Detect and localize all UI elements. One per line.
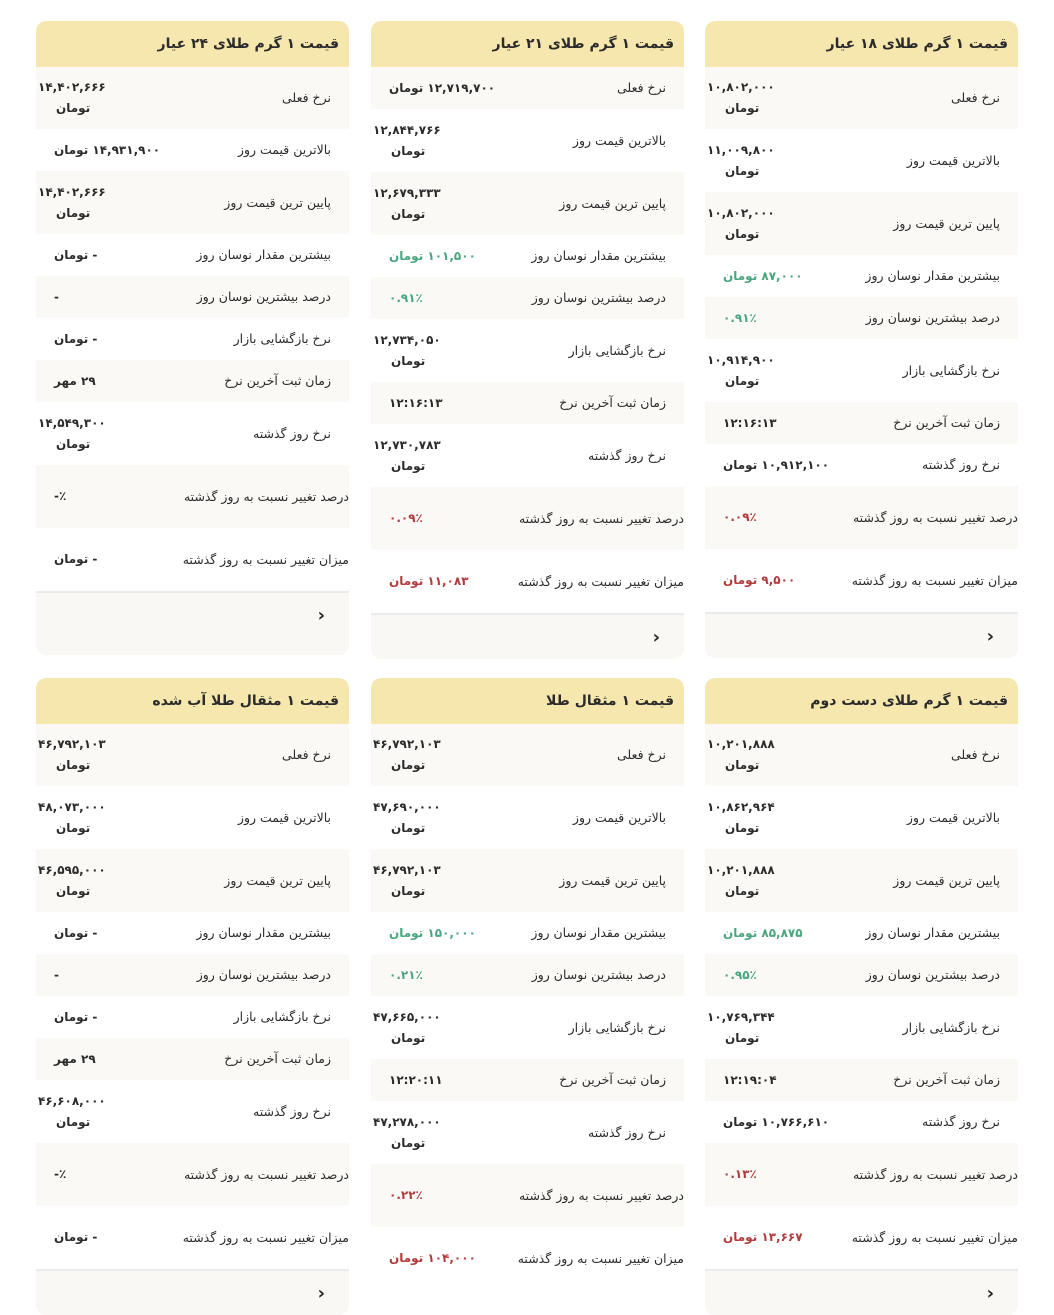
row-last-time	[705, 402, 1018, 444]
value-change-pct: ۰.۰۹٪	[389, 511, 423, 525]
label-current: نرخ فعلی	[617, 80, 666, 95]
value-last-time: ۱۲:۱۶:۱۳	[723, 415, 777, 430]
value-max-swing: ۱۵۰,۰۰۰ تومان	[389, 925, 476, 940]
label-open: نرخ بازگشایی بازار	[902, 1019, 1000, 1035]
row-max-swing-pct	[371, 954, 684, 996]
value-prev-day: ۱۰,۷۶۶,۶۱۰ تومان	[723, 1114, 830, 1129]
label-low: پایین ترین قیمت روز	[559, 872, 666, 888]
row-open	[371, 319, 684, 382]
value-prev-day: ۱۰,۹۱۲,۱۰۰ تومان	[723, 457, 830, 472]
label-change-amount: میزان تغییر نسبت به روز گذشته	[517, 573, 684, 589]
value-max-swing-pct: ۰.۹۵٪	[723, 967, 757, 982]
row-change-amount	[36, 528, 349, 591]
row-low	[371, 849, 684, 912]
value-prev-day: ۴۶,۶۰۸,۰۰۰ تومان	[38, 1093, 106, 1129]
row-low	[36, 171, 349, 234]
value-max-swing: ۱۰۱,۵۰۰ تومان	[389, 248, 476, 263]
card-title: قیمت ۱ مثقال طلا	[371, 678, 684, 724]
value-current: ۱۴,۴۰۲,۶۶۶ تومان	[38, 80, 106, 115]
label-last-time: زمان ثبت آخرین نرخ	[559, 1072, 666, 1087]
row-last-time	[705, 1059, 1018, 1101]
row-prev-day	[705, 1101, 1018, 1143]
chevron-left-icon[interactable]: ‹	[317, 1282, 325, 1304]
row-max-swing	[705, 255, 1018, 297]
value-change-pct: ٪-	[54, 489, 67, 503]
row-current	[371, 724, 684, 786]
value-high: ۱۰,۸۶۲,۹۶۴ تومان	[707, 799, 775, 835]
row-change-amount	[371, 1227, 684, 1290]
value-change-amount: ۱۳,۶۶۷ تومان	[723, 1230, 803, 1244]
label-high: بالاترین قیمت روز	[237, 142, 331, 157]
label-prev-day: نرخ روز گذشته	[253, 425, 331, 441]
row-max-swing-pct	[705, 954, 1018, 996]
label-high: بالاترین قیمت روز	[906, 152, 1000, 168]
row-last-time	[371, 382, 684, 424]
label-max-swing-pct: درصد بیشترین نوسان روز	[531, 967, 666, 982]
label-max-swing: بیشترین مقدار نوسان روز	[531, 925, 666, 940]
label-prev-day: نرخ روز گذشته	[253, 1103, 331, 1119]
row-max-swing-pct	[36, 276, 349, 318]
card-title: قیمت ۱ گرم طلای ۲۴ عیار	[36, 21, 349, 67]
card-gold-melted-mithqal	[36, 678, 349, 1315]
row-prev-day	[705, 444, 1018, 486]
row-open	[36, 996, 349, 1038]
row-high	[371, 786, 684, 849]
value-current: ۱۲,۷۱۹,۷۰۰ تومان	[389, 80, 496, 95]
row-change-pct	[36, 465, 349, 528]
card-title: قیمت ۱ گرم طلای دست دوم	[705, 678, 1018, 724]
value-last-time: ۱۲:۱۶:۱۳	[389, 395, 443, 410]
label-change-amount: میزان تغییر نسبت به روز گذشته	[851, 572, 1018, 588]
label-change-amount: میزان تغییر نسبت به روز گذشته	[182, 1229, 349, 1245]
row-change-amount	[371, 550, 684, 613]
label-max-swing: بیشترین مقدار نوسان روز	[196, 247, 331, 262]
row-max-swing	[36, 234, 349, 276]
label-low: پایین ترین قیمت روز	[224, 872, 331, 888]
row-max-swing	[36, 912, 349, 954]
row-max-swing	[371, 235, 684, 277]
value-change-amount: - تومان	[54, 1230, 98, 1244]
card-gold-second-hand	[705, 678, 1018, 1315]
row-last-time	[371, 1059, 684, 1101]
value-open: ۱۰,۷۶۹,۳۴۴ تومان	[707, 1009, 775, 1045]
label-change-amount: میزان تغییر نسبت به روز گذشته	[182, 551, 349, 567]
row-open	[705, 339, 1018, 402]
card-gold-18k	[705, 21, 1018, 658]
row-change-amount	[36, 1206, 349, 1269]
label-change-pct: درصد تغییر نسبت به روز گذشته	[518, 510, 684, 526]
value-low: ۱۲,۶۷۹,۳۳۳ تومان	[373, 185, 441, 221]
value-last-time: ۲۹ مهر	[54, 1051, 96, 1066]
label-prev-day: نرخ روز گذشته	[922, 457, 1000, 472]
value-high: ۴۸,۰۷۳,۰۰۰ تومان	[38, 799, 106, 835]
row-change-pct	[705, 1143, 1018, 1206]
row-low	[705, 849, 1018, 912]
value-max-swing-pct: ۰.۲۱٪	[389, 967, 423, 982]
value-high: ۱۴,۹۳۱,۹۰۰ تومان	[54, 142, 161, 157]
row-current	[36, 724, 349, 786]
value-open: ۱۲,۷۳۴,۰۵۰ تومان	[373, 332, 441, 368]
label-prev-day: نرخ روز گذشته	[588, 1124, 666, 1140]
row-open	[705, 996, 1018, 1059]
card-footer	[705, 1269, 1018, 1315]
value-last-time: ۱۲:۲۰:۱۱	[389, 1072, 443, 1087]
label-change-amount: میزان تغییر نسبت به روز گذشته	[851, 1229, 1018, 1245]
label-change-pct: درصد تغییر نسبت به روز گذشته	[183, 488, 349, 504]
label-open: نرخ بازگشایی بازار	[568, 342, 666, 358]
row-high	[36, 129, 349, 171]
row-low	[36, 849, 349, 912]
label-low: پایین ترین قیمت روز	[893, 215, 1000, 231]
value-current: ۱۰,۲۰۱,۸۸۸ تومان	[707, 737, 775, 772]
label-low: پایین ترین قیمت روز	[893, 872, 1000, 888]
label-last-time: زمان ثبت آخرین نرخ	[893, 1072, 1000, 1087]
label-max-swing-pct: درصد بیشترین نوسان روز	[196, 967, 331, 982]
row-current	[705, 67, 1018, 129]
value-max-swing: ۸۵,۸۷۵ تومان	[723, 925, 803, 940]
row-current	[705, 724, 1018, 786]
label-current: نرخ فعلی	[951, 90, 1000, 105]
label-open: نرخ بازگشایی بازار	[233, 331, 331, 346]
value-low: ۴۶,۷۹۲,۱۰۳ تومان	[373, 862, 441, 898]
row-prev-day	[371, 424, 684, 487]
label-last-time: زمان ثبت آخرین نرخ	[224, 1051, 331, 1066]
label-low: پایین ترین قیمت روز	[559, 195, 666, 211]
label-last-time: زمان ثبت آخرین نرخ	[893, 415, 1000, 430]
label-max-swing: بیشترین مقدار نوسان روز	[865, 268, 1000, 283]
row-change-pct	[371, 487, 684, 550]
label-high: بالاترین قیمت روز	[906, 809, 1000, 825]
row-max-swing-pct	[371, 277, 684, 319]
row-high	[705, 786, 1018, 849]
card-footer	[705, 612, 1018, 658]
value-change-amount: ۹,۵۰۰ تومان	[723, 573, 796, 587]
row-open	[371, 996, 684, 1059]
chevron-left-icon[interactable]: ‹	[317, 605, 325, 626]
value-open: ۴۷,۶۶۵,۰۰۰ تومان	[373, 1009, 441, 1045]
label-high: بالاترین قیمت روز	[572, 809, 666, 825]
row-low	[371, 172, 684, 235]
row-change-pct	[371, 1164, 684, 1227]
label-change-pct: درصد تغییر نسبت به روز گذشته	[183, 1166, 349, 1182]
label-current: نرخ فعلی	[282, 747, 331, 762]
row-change-amount	[705, 1206, 1018, 1269]
value-high: ۴۷,۶۹۰,۰۰۰ تومان	[373, 799, 441, 835]
card-footer	[371, 613, 684, 659]
value-current: ۱۰,۸۰۲,۰۰۰ تومان	[707, 80, 775, 115]
label-open: نرخ بازگشایی بازار	[568, 1019, 666, 1035]
value-current: ۴۶,۷۹۲,۱۰۳ تومان	[373, 737, 441, 772]
row-prev-day	[36, 402, 349, 465]
label-change-pct: درصد تغییر نسبت به روز گذشته	[852, 509, 1018, 525]
row-current	[371, 67, 684, 109]
value-prev-day: ۴۷,۲۷۸,۰۰۰ تومان	[373, 1114, 441, 1150]
label-open: نرخ بازگشایی بازار	[233, 1009, 331, 1024]
row-prev-day	[371, 1101, 684, 1164]
label-current: نرخ فعلی	[617, 747, 666, 762]
label-current: نرخ فعلی	[282, 90, 331, 105]
value-low: ۱۰,۲۰۱,۸۸۸ تومان	[707, 862, 775, 898]
value-last-time: ۱۲:۱۹:۰۴	[723, 1072, 777, 1087]
label-current: نرخ فعلی	[951, 747, 1000, 762]
label-high: بالاترین قیمت روز	[572, 132, 666, 148]
value-max-swing-pct: ۰.۹۱٪	[389, 290, 423, 305]
value-max-swing-pct: ۰.۹۱٪	[723, 310, 757, 325]
card-gold-21k	[371, 21, 684, 659]
label-max-swing-pct: درصد بیشترین نوسان روز	[865, 310, 1000, 325]
card-gold-24k	[36, 21, 349, 655]
label-prev-day: نرخ روز گذشته	[588, 447, 666, 463]
value-max-swing-pct: -	[54, 289, 59, 304]
row-change-amount	[705, 549, 1018, 612]
card-title: قیمت ۱ گرم طلای ۲۱ عیار	[371, 21, 684, 67]
card-footer	[36, 1269, 349, 1315]
value-prev-day: ۱۲,۷۳۰,۷۸۳ تومان	[373, 437, 441, 473]
card-title: قیمت ۱ گرم طلای ۱۸ عیار	[705, 21, 1018, 67]
label-max-swing: بیشترین مقدار نوسان روز	[196, 925, 331, 940]
label-max-swing: بیشترین مقدار نوسان روز	[865, 925, 1000, 940]
row-high	[36, 786, 349, 849]
chevron-left-icon[interactable]: ‹	[652, 626, 660, 648]
row-last-time	[36, 360, 349, 402]
card-title: قیمت ۱ مثقال طلا آب شده	[36, 678, 349, 724]
value-max-swing-pct: -	[54, 967, 59, 982]
row-max-swing	[705, 912, 1018, 954]
value-high: ۱۱,۰۰۹,۸۰۰ تومان	[707, 142, 775, 178]
row-max-swing	[371, 912, 684, 954]
value-change-pct: ۰.۰۹٪	[723, 510, 757, 524]
label-low: پایین ترین قیمت روز	[224, 194, 331, 210]
label-change-pct: درصد تغییر نسبت به روز گذشته	[852, 1166, 1018, 1182]
row-prev-day	[36, 1080, 349, 1143]
label-max-swing-pct: درصد بیشترین نوسان روز	[531, 290, 666, 305]
row-max-swing-pct	[36, 954, 349, 996]
value-prev-day: ۱۴,۵۴۹,۳۰۰ تومان	[38, 415, 106, 451]
card-footer	[36, 591, 349, 655]
value-open: - تومان	[54, 1009, 98, 1024]
value-change-amount: ۱۰۴,۰۰۰ تومان	[389, 1251, 476, 1265]
label-prev-day: نرخ روز گذشته	[922, 1114, 1000, 1129]
chevron-left-icon[interactable]: ‹	[986, 1282, 994, 1304]
card-gold-mithqal	[371, 678, 684, 1290]
value-max-swing: - تومان	[54, 925, 98, 940]
row-high	[371, 109, 684, 172]
label-max-swing-pct: درصد بیشترین نوسان روز	[865, 967, 1000, 982]
value-low: ۴۶,۵۹۵,۰۰۰ تومان	[38, 862, 106, 898]
value-current: ۴۶,۷۹۲,۱۰۳ تومان	[38, 737, 106, 772]
value-change-pct: ٪-	[54, 1167, 67, 1181]
value-change-amount: ۱۱,۰۸۳ تومان	[389, 574, 469, 588]
chevron-left-icon[interactable]: ‹	[986, 625, 994, 647]
value-change-pct: ۰.۲۲٪	[389, 1188, 423, 1202]
row-high	[705, 129, 1018, 192]
label-last-time: زمان ثبت آخرین نرخ	[224, 373, 331, 388]
value-last-time: ۲۹ مهر	[54, 373, 96, 388]
label-change-pct: درصد تغییر نسبت به روز گذشته	[518, 1187, 684, 1203]
label-change-amount: میزان تغییر نسبت به روز گذشته	[517, 1250, 684, 1266]
row-open	[36, 318, 349, 360]
label-open: نرخ بازگشایی بازار	[902, 362, 1000, 378]
value-low: ۱۴,۴۰۲,۶۶۶ تومان	[38, 184, 106, 220]
value-open: - تومان	[54, 331, 98, 346]
label-max-swing-pct: درصد بیشترین نوسان روز	[196, 289, 331, 304]
value-max-swing: - تومان	[54, 247, 98, 262]
label-max-swing: بیشترین مقدار نوسان روز	[531, 248, 666, 263]
row-change-pct	[36, 1143, 349, 1206]
value-max-swing: ۸۷,۰۰۰ تومان	[723, 268, 803, 283]
row-last-time	[36, 1038, 349, 1080]
value-change-amount: - تومان	[54, 552, 98, 566]
label-high: بالاترین قیمت روز	[237, 809, 331, 825]
value-open: ۱۰,۹۱۴,۹۰۰ تومان	[707, 352, 775, 388]
value-high: ۱۲,۸۴۴,۷۶۶ تومان	[373, 122, 441, 158]
value-change-pct: ۰.۱۳٪	[723, 1167, 757, 1181]
row-max-swing-pct	[705, 297, 1018, 339]
value-low: ۱۰,۸۰۲,۰۰۰ تومان	[707, 205, 775, 241]
label-last-time: زمان ثبت آخرین نرخ	[559, 395, 666, 410]
row-low	[705, 192, 1018, 255]
row-current	[36, 67, 349, 129]
row-change-pct	[705, 486, 1018, 549]
